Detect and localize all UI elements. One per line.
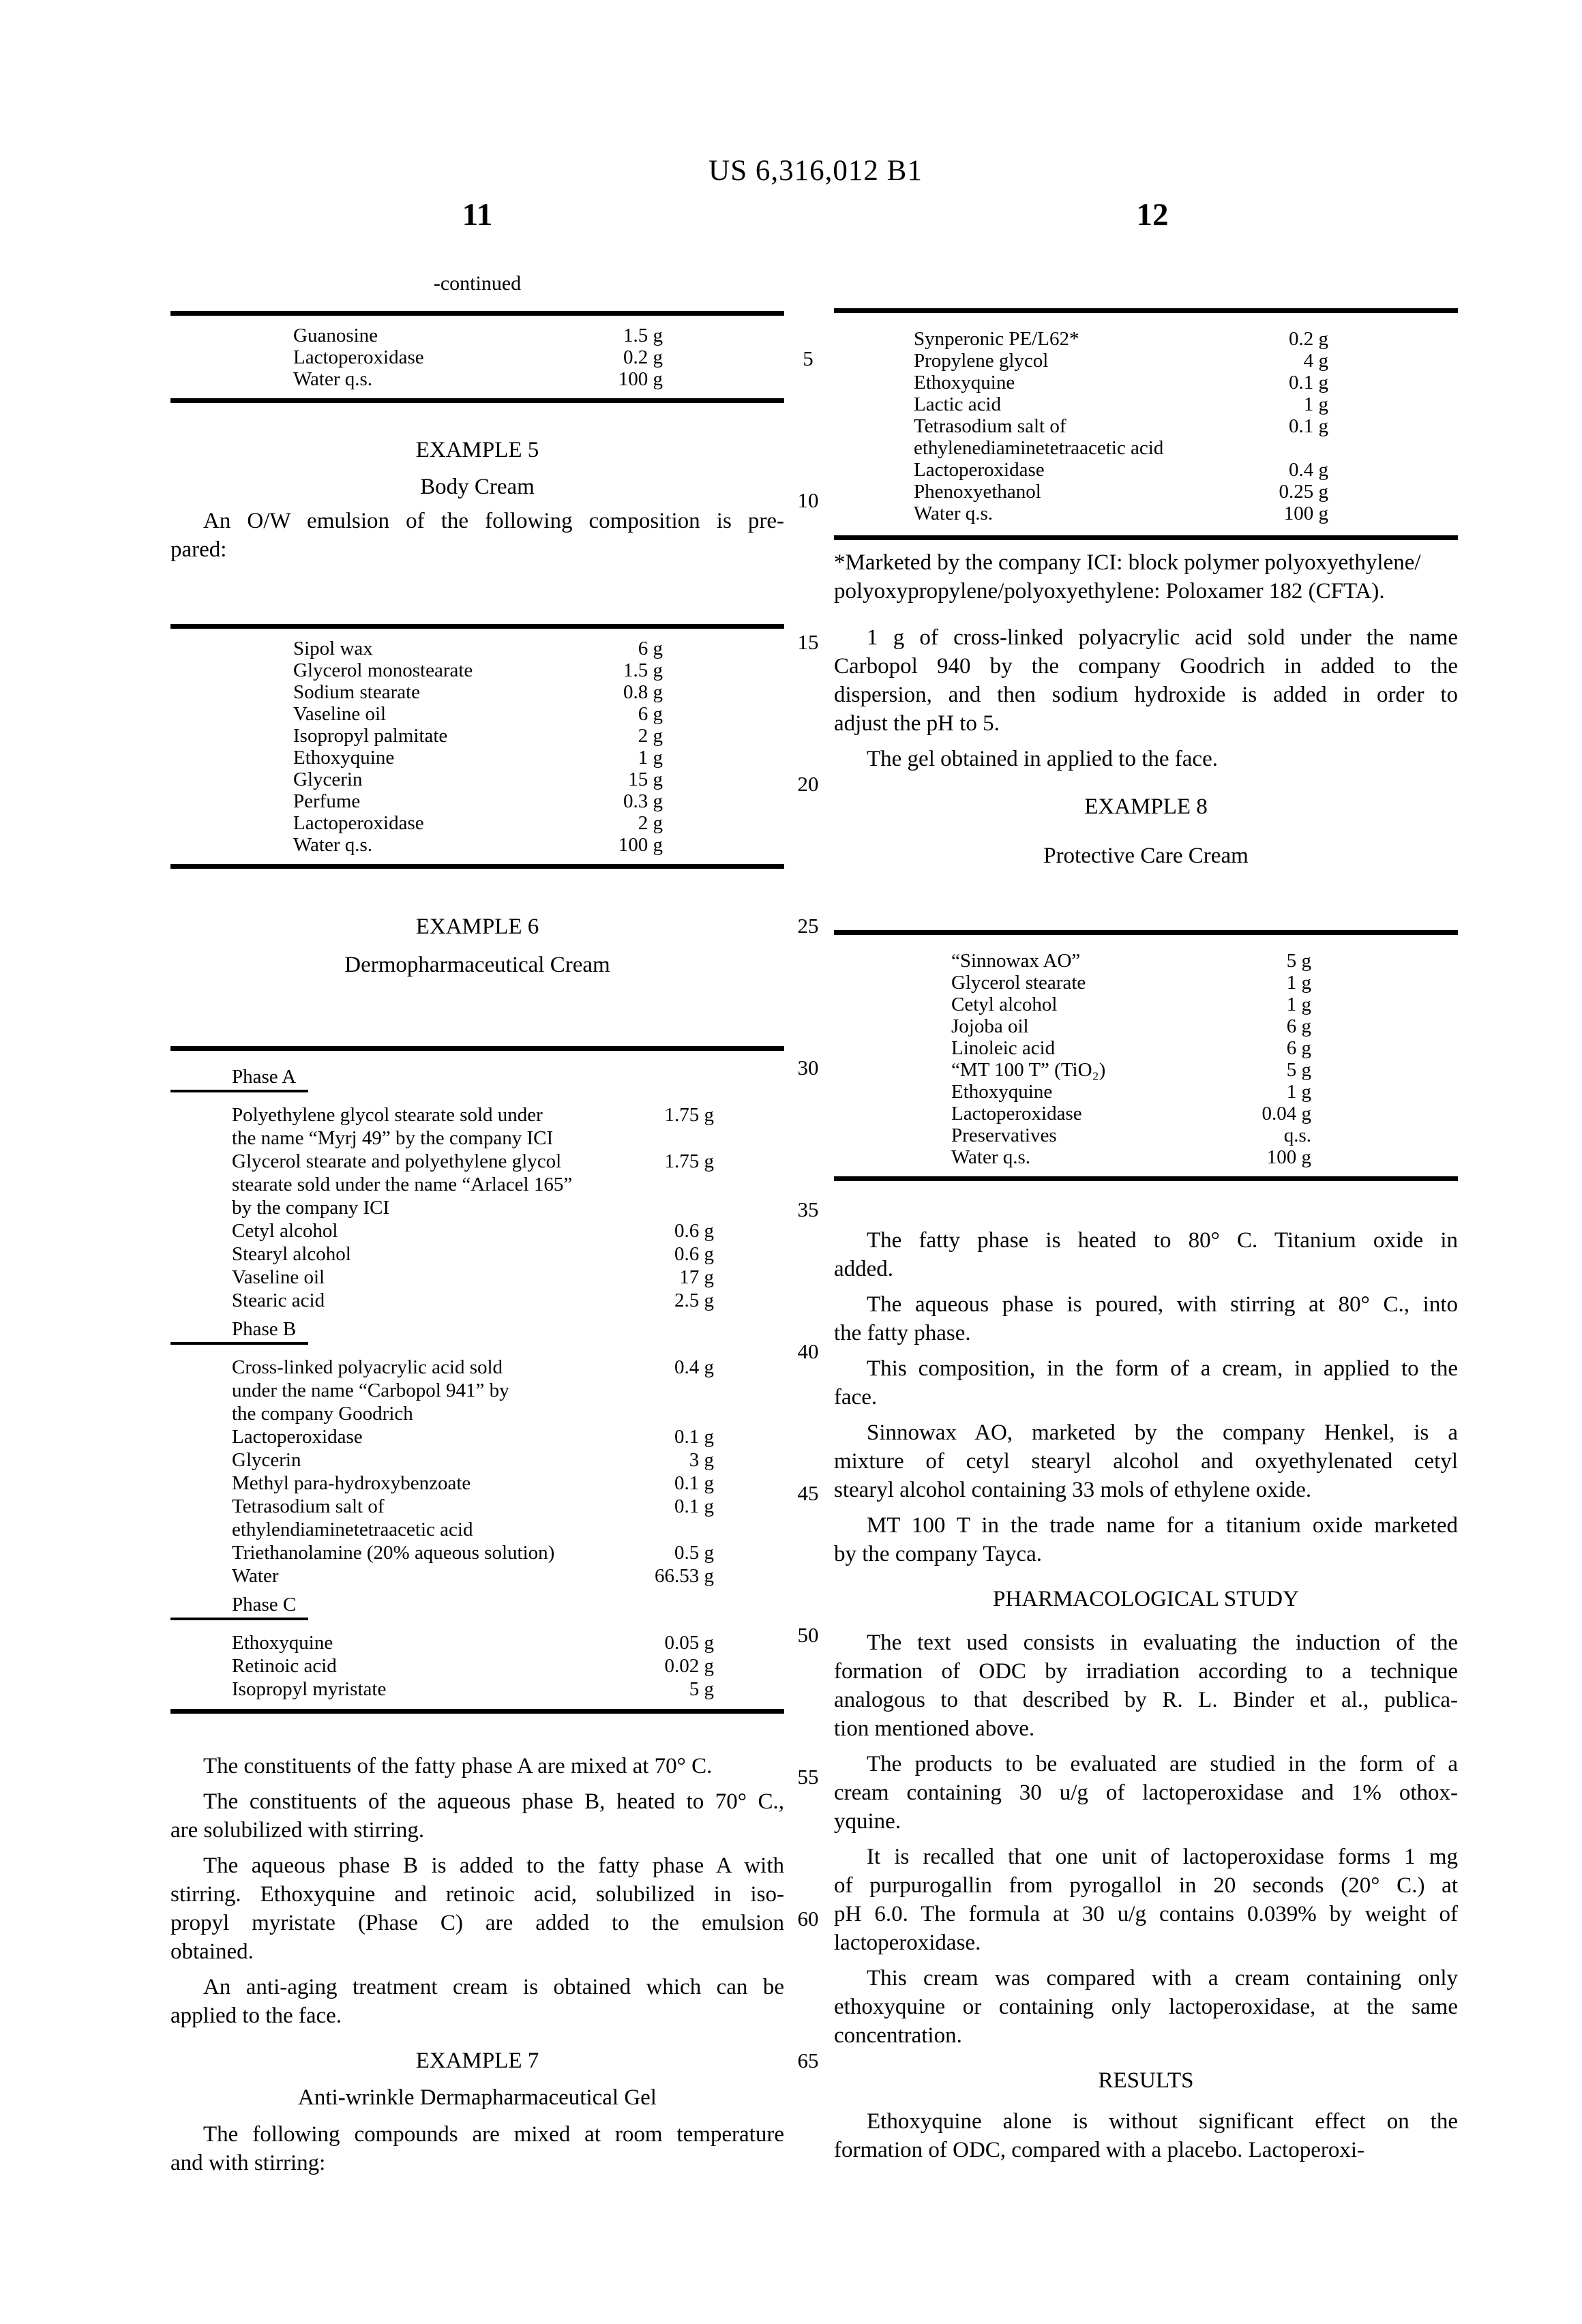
paragraph-line: The fatty phase is heated to 80° C. Titanium oxide in xyxy=(867,1228,1458,1253)
table-row xyxy=(170,1317,784,1345)
pharmacological-study-heading: PHARMACOLOGICAL STUDY xyxy=(993,1587,1299,1611)
table-row xyxy=(170,325,784,346)
paragraph-line: yquine. xyxy=(834,1809,901,1834)
table-row xyxy=(834,328,1458,350)
example5-heading: EXAMPLE 5 xyxy=(415,438,539,462)
table-item-value: 0.1 g xyxy=(674,1472,714,1494)
table-row xyxy=(170,1242,784,1266)
table-rule-top xyxy=(834,308,1458,313)
table-row xyxy=(834,1015,1458,1037)
table-item-label: Vaseline oil xyxy=(232,1266,325,1288)
table-row xyxy=(170,1379,784,1402)
table-item-value: 6 g xyxy=(1286,1037,1311,1059)
table-item-label: Ethoxyquine xyxy=(914,372,1015,393)
table-item-label: Water q.s. xyxy=(293,368,373,390)
paragraph-line: and with stirring: xyxy=(170,2151,326,2175)
table-item-label: Cetyl alcohol xyxy=(951,994,1058,1015)
table-row xyxy=(834,350,1458,372)
table-item-value: 1 g xyxy=(1286,1081,1311,1103)
table-row xyxy=(170,1127,784,1150)
table-item-label: by the company ICI xyxy=(232,1197,390,1219)
table-row xyxy=(170,1196,784,1219)
table-item-value: 5 g xyxy=(1286,1059,1311,1081)
table-item-value: 0.4 g xyxy=(674,1356,714,1378)
line-number: 40 xyxy=(797,1339,819,1363)
table-item-value: 17 g xyxy=(679,1266,714,1288)
table-rule-top xyxy=(170,624,784,629)
table-item-value: 0.5 g xyxy=(674,1542,714,1564)
table-item-label: Glycerol stearate and polyethylene glycol xyxy=(232,1150,562,1172)
line-number: 20 xyxy=(797,772,819,796)
table-item-value: 2.5 g xyxy=(674,1290,714,1311)
paragraph xyxy=(834,2107,1458,2164)
paragraph xyxy=(834,745,1458,773)
table-row xyxy=(834,481,1458,503)
table-item-value: 0.1 g xyxy=(1289,372,1328,393)
table-row xyxy=(170,681,784,703)
paragraph-line: adjust the pH to 5. xyxy=(834,711,1000,736)
table-item-label: Preservatives xyxy=(951,1124,1057,1146)
paragraph-line: ethoxyquine or containing only lactoperoxidase, at the same xyxy=(834,1995,1458,2019)
table-item-value: 0.04 g xyxy=(1262,1103,1311,1124)
table-item-label: Tetrasodium salt of xyxy=(232,1495,385,1517)
paragraph xyxy=(170,1851,784,1966)
paragraph-line: dispersion, and then sodium hydroxide is added in order to xyxy=(834,683,1458,707)
table-phases xyxy=(170,1046,784,1714)
paragraph-line: An anti-aging treatment cream is obtained which can be xyxy=(203,1975,784,1999)
table-item-label: “MT 100 T” (TiO₂) xyxy=(951,1059,1106,1081)
table-item-label: Lactoperoxidase xyxy=(914,459,1045,481)
paragraph-line: formation of ODC, compared with a placebo. Lactoperoxi- xyxy=(834,2138,1364,2162)
table-item-label: Polyethylene glycol stearate sold under xyxy=(232,1104,543,1126)
table-body xyxy=(170,1051,784,1709)
table-item-value: 0.1 g xyxy=(674,1426,714,1448)
table-item-value: 5 g xyxy=(1286,950,1311,972)
paragraph-line: analogous to that described by R. L. Binder et al., publica- xyxy=(834,1688,1458,1712)
table-item-label: Lactoperoxidase xyxy=(232,1426,363,1448)
paragraph-line: by the company Tayca. xyxy=(834,1542,1042,1566)
table-row xyxy=(170,1150,784,1173)
table-item-label: Sipol wax xyxy=(293,638,373,659)
table-rule-bottom xyxy=(170,864,784,869)
example5-subheading: Body Cream xyxy=(420,475,535,499)
example7-intro-paragraph xyxy=(170,2120,784,2177)
results-heading: RESULTS xyxy=(1098,2068,1194,2093)
table-row xyxy=(170,1289,784,1312)
table-body-cream xyxy=(170,624,784,869)
table-row xyxy=(170,1173,784,1196)
table-item-label: Water q.s. xyxy=(951,1146,1031,1168)
table-body xyxy=(170,316,784,398)
line-number: 50 xyxy=(797,1623,819,1647)
patent-number: US 6,316,012 B1 xyxy=(708,155,923,187)
table-item-label: Phenoxyethanol xyxy=(914,481,1041,503)
line-number: 30 xyxy=(797,1056,819,1079)
line-number: 15 xyxy=(797,630,819,654)
table-gel xyxy=(834,308,1458,540)
table-item-label: Cetyl alcohol xyxy=(232,1220,338,1242)
example8-heading: EXAMPLE 8 xyxy=(1084,794,1208,819)
table-item-label: Glycerin xyxy=(232,1449,301,1471)
table-rule-top xyxy=(834,930,1458,935)
table-item-label: Isopropyl myristate xyxy=(232,1678,387,1700)
table-item-label: Ethoxyquine xyxy=(951,1081,1053,1103)
paragraph-line: Sinnowax AO, marketed by the company Henkel, is a xyxy=(867,1420,1458,1445)
table-item-value: 100 g xyxy=(618,834,663,856)
example7-subheading: Anti-wrinkle Dermapharmaceutical Gel xyxy=(298,2085,657,2110)
paragraph xyxy=(170,1787,784,1845)
table-item-label: Guanosine xyxy=(293,325,378,346)
table-item-value: 1 g xyxy=(1286,994,1311,1015)
table-row xyxy=(170,790,784,812)
table-item-label: Glycerol stearate xyxy=(951,972,1086,994)
paragraph-line: The gel obtained in applied to the face. xyxy=(867,747,1218,771)
table-row xyxy=(834,950,1458,972)
paragraph-line: This cream was compared with a cream containing only xyxy=(867,1966,1458,1991)
table-item-label: Tetrasodium salt of xyxy=(914,415,1066,437)
paragraph xyxy=(834,1354,1458,1412)
paragraph xyxy=(834,548,1458,606)
paragraph-line: formation of ODC by irradiation according to a technique xyxy=(834,1659,1458,1684)
table-item-label: Propylene glycol xyxy=(914,350,1049,372)
line-number: 60 xyxy=(797,1907,819,1931)
example6-heading: EXAMPLE 6 xyxy=(415,914,539,939)
table-body xyxy=(170,629,784,864)
phase-label: Phase A xyxy=(170,1065,308,1092)
table-item-label: ethylenediaminetetraacetic acid xyxy=(914,437,1164,459)
paragraph xyxy=(834,1290,1458,1347)
example6-paragraphs xyxy=(170,1752,784,2030)
table-row xyxy=(170,1448,784,1472)
table-row xyxy=(834,1103,1458,1124)
table-item-label: Lactoperoxidase xyxy=(293,812,424,834)
column-number-right: 12 xyxy=(1136,197,1169,233)
table-item-value: 1 g xyxy=(638,747,663,769)
paragraph xyxy=(834,1226,1458,1283)
table-row xyxy=(834,1081,1458,1103)
paragraph-line: applied to the face. xyxy=(170,2003,342,2028)
example8-subheading: Protective Care Cream xyxy=(1043,844,1249,868)
table-row xyxy=(834,972,1458,994)
table-item-value: 100 g xyxy=(1283,503,1328,524)
table-row xyxy=(170,1472,784,1495)
table-row xyxy=(170,1678,784,1701)
table-item-value: 0.4 g xyxy=(1289,459,1328,481)
table-item-label: Ethoxyquine xyxy=(293,747,395,769)
table-row xyxy=(170,1593,784,1620)
table-row xyxy=(170,1518,784,1541)
column-left xyxy=(170,270,784,2177)
paragraph xyxy=(170,2120,784,2177)
table-item-label: Sodium stearate xyxy=(293,681,421,703)
table-item-label: Lactic acid xyxy=(914,393,1001,415)
table-item-value: 2 g xyxy=(638,725,663,747)
table-rule-bottom xyxy=(834,535,1458,540)
table-item-label: Perfume xyxy=(293,790,361,812)
table-row xyxy=(170,1564,784,1588)
paragraph-line: pH 6.0. The formula at 30 u/g contains 0.039% by weight of xyxy=(834,1902,1458,1926)
table-item-label: Vaseline oil xyxy=(293,703,387,725)
table-item-value: 0.02 g xyxy=(664,1655,714,1677)
paragraph-line: Ethoxyquine alone is without significant effect on the xyxy=(867,2109,1458,2134)
paragraph-line: obtained. xyxy=(170,1939,254,1964)
line-number: 25 xyxy=(797,914,819,938)
table-item-label: under the name “Carbopol 941” by xyxy=(232,1380,509,1401)
table-row xyxy=(170,1402,784,1425)
table-row xyxy=(170,747,784,769)
table-row xyxy=(170,1219,784,1242)
table-item-label: ethylendiaminetetraacetic acid xyxy=(232,1519,473,1540)
table-item-label: Cross-linked polyacrylic acid sold xyxy=(232,1356,503,1378)
paragraph-line: face. xyxy=(834,1385,878,1410)
paragraph-line: Carbopol 940 by the company Goodrich in added to the xyxy=(834,654,1458,679)
table-row xyxy=(170,769,784,790)
table-row xyxy=(834,437,1458,459)
table-item-label: Stearyl alcohol xyxy=(232,1243,351,1265)
paragraph-line: MT 100 T in the trade name for a titanium oxide marketed xyxy=(867,1513,1458,1538)
table-rule-top xyxy=(170,311,784,316)
line-number: 65 xyxy=(797,2049,819,2072)
table-item-label: “Sinnowax AO” xyxy=(951,950,1081,972)
table-item-label: Glycerol monostearate xyxy=(293,659,473,681)
table-row xyxy=(170,1266,784,1289)
table-item-value: 1.5 g xyxy=(623,659,663,681)
table-item-value: 15 g xyxy=(628,769,663,790)
phase-label: Phase B xyxy=(170,1317,308,1345)
table-item-value: 6 g xyxy=(638,703,663,725)
paragraph-line: This composition, in the form of a cream, in applied to the xyxy=(867,1356,1458,1381)
table-item-value: 0.1 g xyxy=(1289,415,1328,437)
paragraph xyxy=(170,507,784,564)
table-item-value: q.s. xyxy=(1283,1124,1311,1146)
paragraph-line: lactoperoxidase. xyxy=(834,1931,981,1955)
table-item-value: 0.3 g xyxy=(623,790,663,812)
table-row xyxy=(834,372,1458,393)
table-item-value: 100 g xyxy=(1266,1146,1311,1168)
table-item-value: 6 g xyxy=(638,638,663,659)
table-item-value: 3 g xyxy=(689,1449,714,1471)
paragraph-line: The aqueous phase is poured, with stirring at 80° C., into xyxy=(867,1292,1458,1317)
example5-intro-paragraph xyxy=(170,507,784,564)
table-item-label: stearate sold under the name “Arlacel 165” xyxy=(232,1174,573,1195)
table-row xyxy=(170,1425,784,1448)
paragraph-line: The following compounds are mixed at room temperature xyxy=(203,2122,784,2147)
table-item-value: 0.05 g xyxy=(664,1632,714,1654)
paragraph xyxy=(834,1750,1458,1836)
table-item-value: 1.75 g xyxy=(664,1104,714,1126)
table-row xyxy=(170,1631,784,1654)
table-continued xyxy=(170,311,784,403)
table-row xyxy=(170,659,784,681)
table-row xyxy=(834,459,1458,481)
table-rule-top xyxy=(170,1046,784,1051)
table-item-value: 4 g xyxy=(1303,350,1328,372)
continued-label: -continued xyxy=(433,272,522,295)
table-item-value: 1.5 g xyxy=(623,325,663,346)
paragraph xyxy=(834,1628,1458,1743)
table-row xyxy=(834,1059,1458,1081)
table-item-value: 0.2 g xyxy=(623,346,663,368)
paragraph xyxy=(834,1843,1458,1957)
table-rule-bottom xyxy=(170,398,784,403)
table-item-value: 1 g xyxy=(1303,393,1328,415)
table-item-label: Methyl para-hydroxybenzoate xyxy=(232,1472,471,1494)
gel-paragraphs xyxy=(834,623,1458,773)
table-item-label: Isopropyl palmitate xyxy=(293,725,448,747)
table-item-value: 0.8 g xyxy=(623,681,663,703)
table-item-value: 6 g xyxy=(1286,1015,1311,1037)
table-item-label: Jojoba oil xyxy=(951,1015,1029,1037)
table-row xyxy=(170,1495,784,1518)
paragraph-line: The aqueous phase B is added to the fatty phase A with xyxy=(203,1853,784,1878)
paragraph-line: polyoxypropylene/polyoxyethylene: Poloxamer 182 (CFTA). xyxy=(834,579,1385,604)
line-number: 55 xyxy=(797,1765,819,1789)
table-row xyxy=(834,393,1458,415)
paragraph-line: stearyl alcohol containing 33 mols of ethylene oxide. xyxy=(834,1478,1312,1502)
table-protective xyxy=(834,930,1458,1181)
table-row xyxy=(170,1541,784,1564)
table-item-value: 1.75 g xyxy=(664,1150,714,1172)
table-row xyxy=(170,834,784,856)
table-item-label: Lactoperoxidase xyxy=(293,346,424,368)
table-row xyxy=(834,503,1458,524)
table-item-value: 100 g xyxy=(618,368,663,390)
table-item-value: 0.2 g xyxy=(1289,328,1328,350)
paragraph-line: are solubilized with stirring. xyxy=(170,1818,425,1843)
table-item-label: Water q.s. xyxy=(293,834,373,856)
paragraph-line: pared: xyxy=(170,537,227,562)
line-number: 45 xyxy=(797,1481,819,1505)
table-row xyxy=(170,1654,784,1678)
table-row xyxy=(170,368,784,390)
paragraph-line: The constituents of the fatty phase A are mixed at 70° C. xyxy=(203,1754,713,1778)
paragraph-line: added. xyxy=(834,1257,894,1281)
table-item-value: 2 g xyxy=(638,812,663,834)
table-item-label: Retinoic acid xyxy=(232,1655,337,1677)
table-body xyxy=(834,935,1458,1176)
table-row xyxy=(170,703,784,725)
paragraph-line: concentration. xyxy=(834,2023,962,2048)
table-item-label: the name “Myrj 49” by the company ICI xyxy=(232,1127,554,1149)
table-row xyxy=(834,994,1458,1015)
table-item-label: Stearic acid xyxy=(232,1290,325,1311)
table-item-value: 0.6 g xyxy=(674,1220,714,1242)
table-item-value: 0.6 g xyxy=(674,1243,714,1265)
table-item-label: Lactoperoxidase xyxy=(951,1103,1082,1124)
paragraph xyxy=(834,1511,1458,1568)
table-row xyxy=(170,1103,784,1127)
paragraph-line: 1 g of cross-linked polyacrylic acid sold under the name xyxy=(867,625,1458,650)
column-number-left: 11 xyxy=(462,197,493,233)
paragraph-line: cream containing 30 u/g of lactoperoxidase and 1% othox- xyxy=(834,1781,1458,1805)
table-gel-footnote xyxy=(834,548,1458,606)
example6-subheading: Dermopharmaceutical Cream xyxy=(344,953,610,977)
paragraph-line: An O/W emulsion of the following composition is pre- xyxy=(203,509,784,533)
table-item-label: Linoleic acid xyxy=(951,1037,1056,1059)
table-body xyxy=(834,313,1458,535)
table-row xyxy=(834,1124,1458,1146)
line-number: 5 xyxy=(803,346,814,370)
example8-paragraphs xyxy=(834,1226,1458,1568)
paragraph-line: the fatty phase. xyxy=(834,1321,971,1345)
table-item-label: Synperonic PE/L62* xyxy=(914,328,1079,350)
paragraph-line: It is recalled that one unit of lactoperoxidase forms 1 mg xyxy=(867,1845,1458,1869)
line-number: 10 xyxy=(797,488,819,512)
paragraph-line: The products to be evaluated are studied in the form of a xyxy=(867,1752,1458,1776)
paragraph-line: The constituents of the aqueous phase B, heated to 70° C., xyxy=(203,1789,784,1814)
results-paragraphs xyxy=(834,2107,1458,2164)
table-row xyxy=(170,346,784,368)
table-item-label: the company Goodrich xyxy=(232,1403,413,1425)
paragraph xyxy=(170,1973,784,2030)
pharmacological-study-paragraphs xyxy=(834,1628,1458,2050)
table-item-value: 0.25 g xyxy=(1279,481,1328,503)
table-row xyxy=(170,1065,784,1092)
phase-label: Phase C xyxy=(170,1593,308,1620)
table-row xyxy=(170,1356,784,1379)
table-row xyxy=(834,1037,1458,1059)
table-item-label: Water q.s. xyxy=(914,503,994,524)
paragraph-line: mixture of cetyl stearyl alcohol and oxyethylenated cetyl xyxy=(834,1449,1458,1474)
example7-heading: EXAMPLE 7 xyxy=(415,2049,539,2073)
paragraph xyxy=(834,1418,1458,1504)
table-item-label: Glycerin xyxy=(293,769,363,790)
table-row xyxy=(170,638,784,659)
paragraph xyxy=(834,623,1458,738)
paragraph xyxy=(170,1752,784,1781)
paragraph-line: *Marketed by the company ICI: block polymer polyoxyethylene/ xyxy=(834,550,1421,575)
line-number: 35 xyxy=(797,1197,819,1221)
paragraph-line: tion mentioned above. xyxy=(834,1716,1035,1741)
table-row xyxy=(170,725,784,747)
table-item-label: Triethanolamine (20% aqueous solution) xyxy=(232,1542,555,1564)
table-item-value: 66.53 g xyxy=(655,1565,714,1587)
column-right xyxy=(834,270,1458,2164)
paragraph-line: The text used consists in evaluating the induction of the xyxy=(867,1630,1458,1655)
paragraph xyxy=(834,1964,1458,2050)
paragraph-line: propyl myristate (Phase C) are added to the emulsion xyxy=(170,1911,784,1935)
table-row xyxy=(834,415,1458,437)
paragraph-line: stirring. Ethoxyquine and retinoic acid, solubilized in iso- xyxy=(170,1882,784,1907)
table-item-label: Water xyxy=(232,1565,279,1587)
table-item-value: 1 g xyxy=(1286,972,1311,994)
table-item-label: Ethoxyquine xyxy=(232,1632,333,1654)
table-rule-bottom xyxy=(834,1176,1458,1181)
table-rule-bottom xyxy=(170,1709,784,1714)
paragraph-line: of purpurogallin from pyrogallol in 20 seconds (20° C.) at xyxy=(834,1873,1458,1898)
table-item-value: 0.1 g xyxy=(674,1495,714,1517)
table-row xyxy=(170,812,784,834)
table-item-value: 5 g xyxy=(689,1678,714,1700)
table-row xyxy=(834,1146,1458,1168)
